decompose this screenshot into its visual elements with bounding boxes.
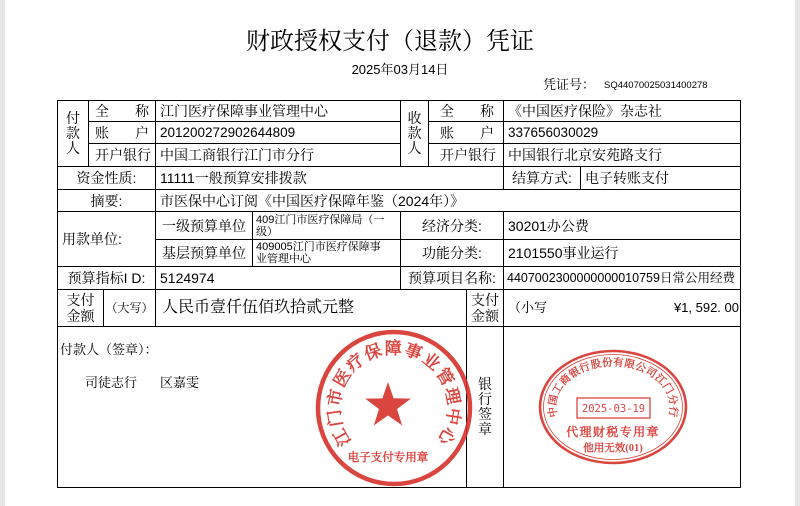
- payer-seal-bottom-text: 电子支付专用章: [347, 450, 429, 464]
- payer-bank-label: [88, 143, 155, 166]
- payee-section-text: 收款人: [407, 110, 422, 156]
- payer-name-value: 江门医疗保障事业管理中心: [155, 100, 400, 121]
- voucher-number-value: SQ44070025031400278: [604, 80, 708, 91]
- function-class-value: 2101550事业运行: [503, 239, 740, 266]
- amount-label-left: [57, 289, 103, 326]
- signer-name: 区嘉雯: [160, 375, 200, 390]
- settlement-label: 结算方式:: [503, 166, 580, 189]
- payer-account-label-text: 账 户: [95, 124, 149, 141]
- amount-upper-label: （大写）: [103, 289, 155, 326]
- amount-upper-value: 人民币壹仟伍佰玖拾贰元整: [155, 289, 466, 326]
- budget-project-value: 4407002300000000010759日常公用经费: [503, 266, 740, 289]
- economic-class-label: 经济分类:: [400, 211, 503, 239]
- bank-seal-date: 2025-03-19: [581, 403, 646, 415]
- voucher-number: [543, 77, 708, 94]
- budget-id-label: 预算指标I D:: [57, 266, 155, 289]
- payer-name-label: [88, 100, 155, 121]
- seal-star-icon: [365, 382, 411, 425]
- amount-label-left-text: 支付金额: [66, 292, 95, 324]
- payer-account-label: [88, 121, 155, 143]
- level1-unit-label: 一级预算单位: [155, 211, 252, 239]
- payer-seal-ring-text: [323, 338, 464, 450]
- amount-lower-value: ¥1, 592. 00: [673, 300, 739, 315]
- base-unit-label: 基层预算单位: [155, 239, 252, 266]
- amount-lower-label: （小写: [508, 300, 548, 315]
- budget-id-value: 5124974: [155, 266, 400, 289]
- amount-lower: [503, 289, 740, 326]
- payee-bank-label-text: 开户银行: [440, 147, 496, 163]
- payee-account-label: [428, 121, 503, 143]
- payee-account-label-text: 账 户: [440, 124, 494, 141]
- base-unit-text: 409005江门市医疗保障事业管理中心: [256, 241, 381, 265]
- function-class-label: 功能分类:: [400, 239, 503, 266]
- payee-name-value: 《中国医疗保险》杂志社: [503, 100, 740, 121]
- payer-name-label-text: 全 称: [95, 103, 149, 119]
- summary-value: 市医保中心订阅《中国医疗保障年鉴（2024年）》: [155, 189, 740, 211]
- payee-account-value: 337656030029: [503, 121, 740, 143]
- settlement-value: 电子转账支付: [580, 166, 740, 189]
- voucher-number-label: 凭证号：: [543, 77, 596, 92]
- payer-section-text: 付款人: [66, 110, 80, 156]
- fund-nature-value: 11111一般预算安排拨款: [155, 166, 503, 189]
- bank-seal: [535, 346, 691, 468]
- voucher-title: 财政授权支付（退款）凭证: [246, 28, 534, 55]
- fund-nature-label: 资金性质:: [57, 166, 155, 189]
- bank-seal-line2: 他用无效(01): [583, 443, 643, 454]
- payee-name-label-text: 全 称: [440, 103, 494, 119]
- amount-label-right: [466, 289, 503, 326]
- using-unit-label: 用款单位:: [57, 211, 155, 266]
- voucher-date: 2025年03月14日: [351, 62, 449, 77]
- level1-unit-value: [252, 211, 400, 239]
- payee-bank-value: 中国银行北京安苑路支行: [503, 143, 740, 166]
- budget-project-label: 预算项目名称:: [400, 266, 503, 289]
- payee-bank-label: [428, 143, 503, 166]
- payer-account-value: 201200272902644809: [155, 121, 400, 143]
- payer-sign-label: 付款人（签章）：: [60, 342, 158, 357]
- bank-sign-label-text: 银行签章: [478, 376, 492, 437]
- base-unit-value: [252, 239, 400, 266]
- payer-seal-ring-path-text: 江门市医疗保障事业管理中心: [324, 339, 464, 450]
- bank-seal-line1: 代理财税专用章: [566, 425, 660, 439]
- payer-bank-label-text: 开户银行: [95, 147, 151, 163]
- payee-name-label: [428, 100, 503, 121]
- signer-name: 司徒志行: [85, 375, 138, 390]
- amount-label-right-text: 支付金额: [471, 292, 499, 324]
- payee-section-label: [400, 100, 428, 166]
- payer-section-label: [57, 100, 88, 166]
- payer-seal: [308, 322, 480, 494]
- summary-label: 摘要:: [57, 189, 155, 211]
- economic-class-value: 30201办公费: [503, 211, 740, 239]
- bank-seal-ring-path-text: 中国工商银行股份有限公司江门分行: [547, 357, 679, 418]
- level1-unit-text: 409江门市医疗保障局（一级）: [256, 213, 385, 238]
- payer-bank-value: 中国工商银行江门市分行: [155, 143, 400, 166]
